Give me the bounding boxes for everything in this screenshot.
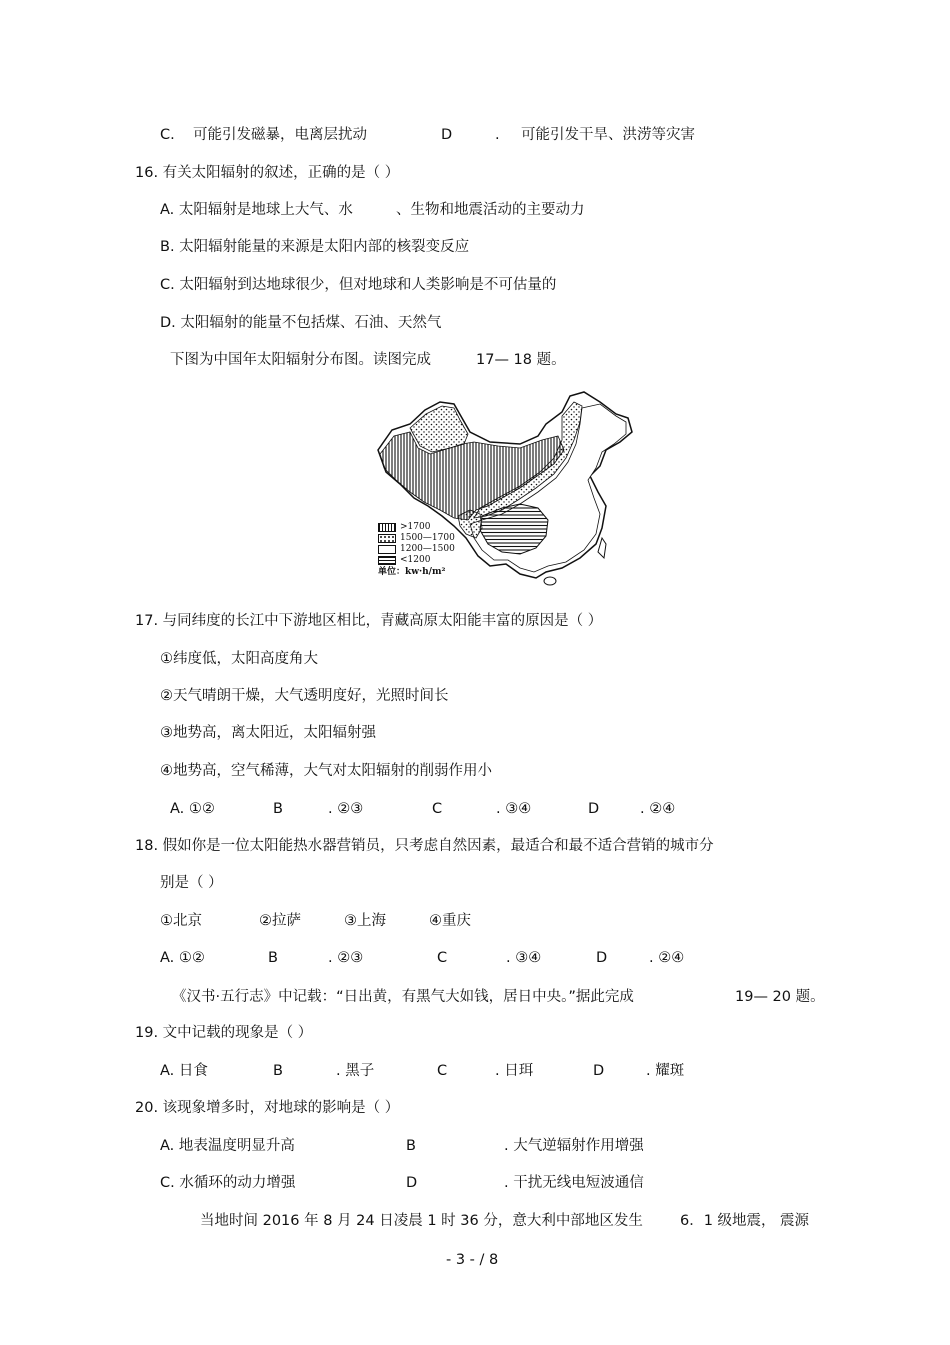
q17-option-d-label: D [588,801,600,817]
q20-option-d-answer: . 干扰无线电短波通信 [504,1175,644,1191]
q19-option-d-answer: . 耀斑 [646,1063,685,1079]
q20-option-c: C. 水循环的动力增强 [160,1175,296,1191]
q18-option-a: A. ①② [160,950,205,966]
legend-label-4: <1200 [400,555,431,565]
q16-option-b: B. 太阳辐射能量的来源是太阳内部的核裂变反应 [160,239,470,255]
q18-option-d-answer: . ②④ [649,950,685,966]
q16-option-c: C. 太阳辐射到达地球很少，但对地球和人类影响是不可估量的 [160,277,557,293]
q17-option-a: A. ①② [170,801,215,817]
q19-option-a: A. 日食 [160,1063,208,1079]
legend-swatch-horizontal [378,556,396,565]
intro-17-18-range: 17— 18 题。 [476,352,566,368]
legend-unit: 单位：kw·h/m² [378,567,446,577]
q17-option-c-answer: . ③④ [496,801,532,817]
legend-swatch-vertical [378,523,396,532]
q20-option-b-label: B [406,1138,416,1154]
q18-option-c-label: C [437,950,448,966]
q18-option-c-answer: . ③④ [506,950,542,966]
q20-stem: 20. 该现象增多时，对地球的影响是（ ） [135,1100,400,1116]
q19-option-d-label: D [593,1063,605,1079]
q17-option-b-label: B [273,801,283,817]
passage-line-part3: 震源 [780,1213,809,1229]
legend-swatch-blank [378,545,396,554]
map-legend [378,522,455,578]
q17-item-4: ④地势高，空气稀薄，大气对太阳辐射的削弱作用小 [160,763,492,779]
q17-option-b-answer: . ②③ [328,801,364,817]
q16-option-a-part1: A. 太阳辐射是地球上大气、水 [160,202,353,218]
q15-option-c-label: C. [160,127,175,143]
q18-city-1: ①北京 [160,913,202,929]
legend-label-2: 1500—1700 [400,533,455,543]
hainan-island [544,577,556,585]
q19-option-c-label: C [437,1063,448,1079]
q15-option-d-text: 可能引发干旱、洪涝等灾害 [521,127,695,143]
q17-item-1: ①纬度低，太阳高度角大 [160,651,318,667]
intro-19-20-range: 19— 20 题。 [735,989,825,1005]
q18-option-d-label: D [596,950,608,966]
q18-city-3: ③上海 [344,913,386,929]
q19-option-b-answer: . 黑子 [336,1063,375,1079]
legend-label-1: >1700 [400,522,431,532]
taiwan-island [598,538,606,558]
q18-option-b-label: B [268,950,278,966]
q17-option-c-label: C [432,801,443,817]
q20-option-b-answer: . 大气逆辐射作用增强 [504,1138,644,1154]
q15-option-d-dot: . [495,127,500,143]
passage-line-part2: 6．1 级地震， [680,1213,776,1229]
q20-option-a: A. 地表温度明显升高 [160,1138,295,1154]
passage-line-part1: 当地时间 2016 年 8 月 24 日凌晨 1 时 36 分，意大利中部地区发生 [200,1213,643,1229]
q19-stem: 19. 文中记载的现象是（ ） [135,1025,313,1041]
intro-19-20-text: 《汉书·五行志》中记载：“日出黄，有黑气大如钱，居日中央。”据此完成 [172,989,634,1005]
page-number: - 3 - / 8 [446,1252,499,1268]
q17-option-d-answer: . ②④ [640,801,676,817]
intro-17-18-text: 下图为中国年太阳辐射分布图。读图完成 [170,352,431,368]
q15-option-d-label: D [441,127,453,143]
legend-label-3: 1200—1500 [400,544,455,554]
q17-item-3: ③地势高，离太阳近，太阳辐射强 [160,725,376,741]
q19-option-b-label: B [273,1063,283,1079]
q15-option-c-text: 可能引发磁暴，电离层扰动 [193,127,367,143]
q16-option-d: D. 太阳辐射的能量不包括煤、石油、天然气 [160,315,442,331]
q18-stem-continued: 别是（ ） [160,875,223,891]
q18-option-b-answer: . ②③ [328,950,364,966]
q18-city-4: ④重庆 [429,913,471,929]
legend-swatch-dots [378,534,396,543]
q16-stem: 16. 有关太阳辐射的叙述，正确的是（ ） [135,165,400,181]
q18-city-2: ②拉萨 [259,913,301,929]
q17-item-2: ②天气晴朗干燥，大气透明度好，光照时间长 [160,688,449,704]
q16-option-a-part2: 、生物和地震活动的主要动力 [396,202,585,218]
q18-stem: 18. 假如你是一位太阳能热水器营销员，只考虑自然因素，最适合和最不适合营销的城市分 [135,838,714,854]
q17-stem: 17. 与同纬度的长江中下游地区相比，青藏高原太阳能丰富的原因是（ ） [135,613,603,629]
q20-option-d-label: D [406,1175,418,1191]
q19-option-c-answer: . 日珥 [495,1063,534,1079]
